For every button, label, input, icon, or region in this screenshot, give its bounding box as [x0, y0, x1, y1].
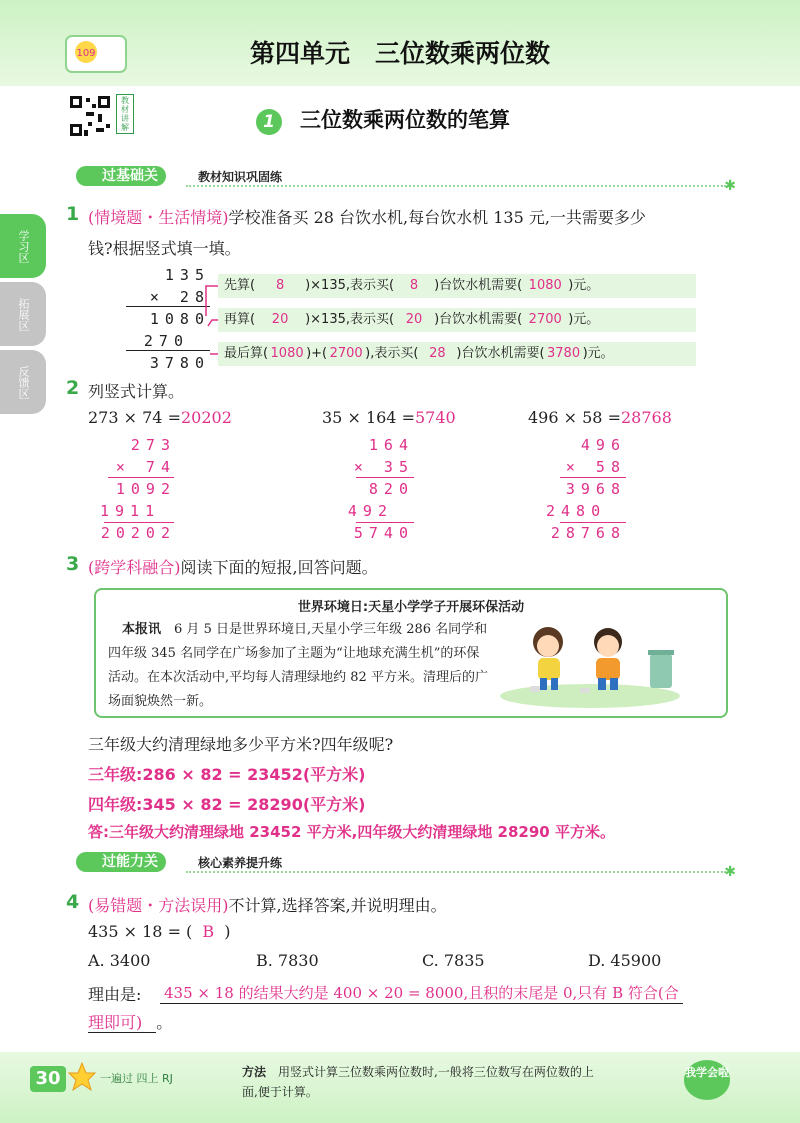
text: )台饮水机需要( [434, 278, 523, 293]
calc-row: 135 [164, 266, 210, 284]
q4-option-c: C. 7835 [422, 951, 485, 970]
q1-number: 1 [66, 203, 80, 225]
news-body [108, 618, 488, 714]
text: )元。 [568, 312, 600, 327]
text: 再算( [224, 312, 256, 327]
expression: 435 × 18 = ( [88, 922, 193, 941]
calc-row: 820 [368, 480, 414, 498]
calc-row: 270 [143, 332, 189, 350]
q2-expr-3 [528, 408, 672, 427]
q4-reason-end: 。 [156, 1013, 173, 1032]
answer: 3780 [547, 346, 581, 361]
q3-question: 三年级大约清理绿地多少平方米?四年级呢? [88, 735, 394, 754]
news-lead: 本报讯 [122, 622, 162, 637]
text: 最后算( [224, 346, 269, 361]
text: 先算( [224, 278, 256, 293]
section-ability-title: 过能力关 [76, 852, 166, 872]
news-text: 6 月 5 日是世界环境日,天星小学三年级 286 名同学和四年级 345 名同学在广场参加了主题为“让地球充满生机”的环保活动。在本次活动中,平均每人清理绿地约 82 平方米。清理后的广场面貌焕然一新。 [108, 622, 488, 709]
calc-row: × 35 [353, 458, 414, 476]
q1-step3 [218, 342, 696, 366]
calc-line [104, 522, 174, 523]
q3-answer-final: 答:三年级大约清理绿地 23452 平方米,四年级大约清理绿地 28290 平方米。 [88, 823, 615, 841]
lesson-number: 1 [256, 109, 282, 135]
calc-row: 496 [580, 436, 626, 454]
q4-number: 4 [66, 891, 80, 913]
answer: 8 [275, 278, 285, 293]
calc-line [560, 522, 626, 523]
calc-row: 1092 [115, 480, 176, 498]
q3-tag: (跨学科融合) [88, 558, 181, 577]
q3-line [88, 555, 378, 578]
q1-step2 [218, 308, 696, 332]
q1-tag: (情境题・生活情境) [88, 208, 229, 227]
unit-title: 第四单元 三位数乘两位数 [249, 39, 550, 68]
answer: 28768 [620, 408, 672, 427]
footer-method [242, 1062, 672, 1102]
answer: 20202 [180, 408, 232, 427]
answer: 1080 [528, 278, 562, 293]
calc-row: 492 [347, 502, 393, 520]
q4-option-d: D. 45900 [588, 951, 662, 970]
mascot-star-icon [68, 1062, 96, 1092]
answer: 1080 [270, 346, 304, 361]
q4-line [88, 893, 447, 916]
calc-line [356, 477, 414, 478]
expression: 496 × 58 = [528, 408, 621, 427]
calc-line [560, 477, 626, 478]
method-label: 方法 [242, 1065, 267, 1079]
q1-step1 [218, 274, 696, 298]
section-divider [186, 871, 726, 873]
calc-row: 5740 [353, 524, 414, 542]
q4-text: 不计算,选择答案,并说明理由。 [228, 896, 447, 915]
calc-line [356, 522, 414, 523]
calc-row: × 74 [115, 458, 176, 476]
q1-text2: 钱?根据竖式填一填。 [88, 239, 241, 258]
text: ),表示买( [365, 346, 419, 361]
calc-row: 3968 [565, 480, 626, 498]
calc-line [108, 477, 174, 478]
section-basic [66, 166, 736, 194]
star-icon: ✱ [724, 178, 736, 194]
side-tab-extend[interactable]: 拓展区 [0, 282, 46, 346]
q2-number: 2 [66, 377, 80, 399]
side-tabs [0, 214, 48, 418]
answer: 2700 [329, 346, 363, 361]
section-ability [66, 852, 736, 880]
calc-row: 3780 [149, 354, 210, 372]
calc-row: 2480 [546, 502, 607, 520]
text: )台饮水机需要( [434, 312, 523, 327]
learned-badge[interactable]: 我学会啦 [684, 1060, 730, 1100]
text: )元。 [582, 346, 614, 361]
qr-label: 教材讲解 [116, 94, 134, 134]
answer: 2700 [528, 312, 562, 327]
q4-expression [88, 922, 231, 941]
method-text2: 面,便于计算。 [242, 1085, 318, 1099]
section-basic-title: 过基础关 [76, 166, 166, 186]
expression-end: ) [224, 922, 231, 941]
news-title: 世界环境日:天星小学学子开展环保活动 [297, 600, 525, 615]
children-cleaning-illustration-icon [500, 616, 700, 710]
answer: 28 [429, 346, 446, 361]
calc-row: 1080 [149, 310, 210, 328]
section-basic-subtitle: 教材知识巩固练 [198, 170, 283, 184]
q3-number: 3 [66, 553, 80, 575]
page-number: 30 [30, 1066, 66, 1092]
calc-row: × 58 [565, 458, 626, 476]
star-icon: ✱ [724, 864, 736, 880]
section-divider [186, 185, 726, 187]
footer-brand: 一遍过 四上 RJ [100, 1072, 173, 1085]
q4-reason-text2: 理即可) [88, 1013, 156, 1033]
calc-row: 20202 [100, 524, 176, 542]
lesson-title: 三位数乘两位数的笔算 [300, 108, 510, 132]
q3-answer-grade4: 四年级:345 × 82 = 28290(平方米) [88, 795, 366, 814]
answer: 20 [405, 312, 423, 327]
q2-calc-1 [100, 434, 176, 544]
expression: 273 × 74 = [88, 408, 181, 427]
q4-tag: (易错题・方法误用) [88, 896, 229, 915]
q3-answer-grade3: 三年级:286 × 82 = 23452(平方米) [88, 765, 366, 784]
q1-line1 [88, 205, 646, 228]
method-text1: 用竖式计算三位数乘两位数时,一般将三位数写在两位数的上 [278, 1065, 594, 1079]
q2-expr-1 [88, 408, 232, 427]
q4-option-a: A. 3400 [88, 951, 151, 970]
qr-code-icon[interactable] [68, 94, 112, 138]
q4-reason-label: 理由是: [88, 985, 142, 1004]
calc-row: × 28 [149, 288, 210, 306]
q2-calc-3 [546, 434, 626, 544]
q4-option-b: B. 7830 [256, 951, 319, 970]
lesson-heading [256, 104, 510, 135]
q4-reason-line1: 435 × 18 的结果大约是 400 × 20 = 8000,且积的末尾是 0,只有 B 符合(合 [160, 982, 683, 1004]
expression: 35 × 164 = [322, 408, 415, 427]
svg-text:109: 109 [76, 48, 96, 59]
text: )元。 [568, 278, 600, 293]
q2-calc-2 [344, 434, 414, 544]
text: )+( [306, 346, 328, 361]
q4-choice: B [202, 922, 215, 941]
calc-row: 28768 [550, 524, 626, 542]
answer: 20 [271, 312, 289, 327]
answer: 8 [409, 278, 419, 293]
answer: 5740 [414, 408, 456, 427]
calc-row: 164 [368, 436, 414, 454]
side-tab-feedback[interactable]: 反馈区 [0, 350, 46, 414]
calc-row: 273 [130, 436, 176, 454]
q3-text: 阅读下面的短报,回答问题。 [180, 558, 378, 577]
text: )×135,表示买( [305, 312, 395, 327]
text: )台饮水机需要( [456, 346, 545, 361]
news-box [94, 588, 728, 718]
text: )×135,表示买( [305, 278, 395, 293]
section-ability-subtitle: 核心素养提升练 [198, 856, 283, 870]
q1-text1: 学校准备买 28 台饮水机,每台饮水机 135 元,一共需要多少 [228, 208, 646, 227]
side-tab-study[interactable]: 学习区 [0, 214, 46, 278]
q2-expr-2 [322, 408, 456, 427]
q4-reason-line2 [88, 1010, 172, 1033]
q2-text: 列竖式计算。 [88, 382, 185, 401]
calc-row: 1911 [100, 502, 161, 520]
